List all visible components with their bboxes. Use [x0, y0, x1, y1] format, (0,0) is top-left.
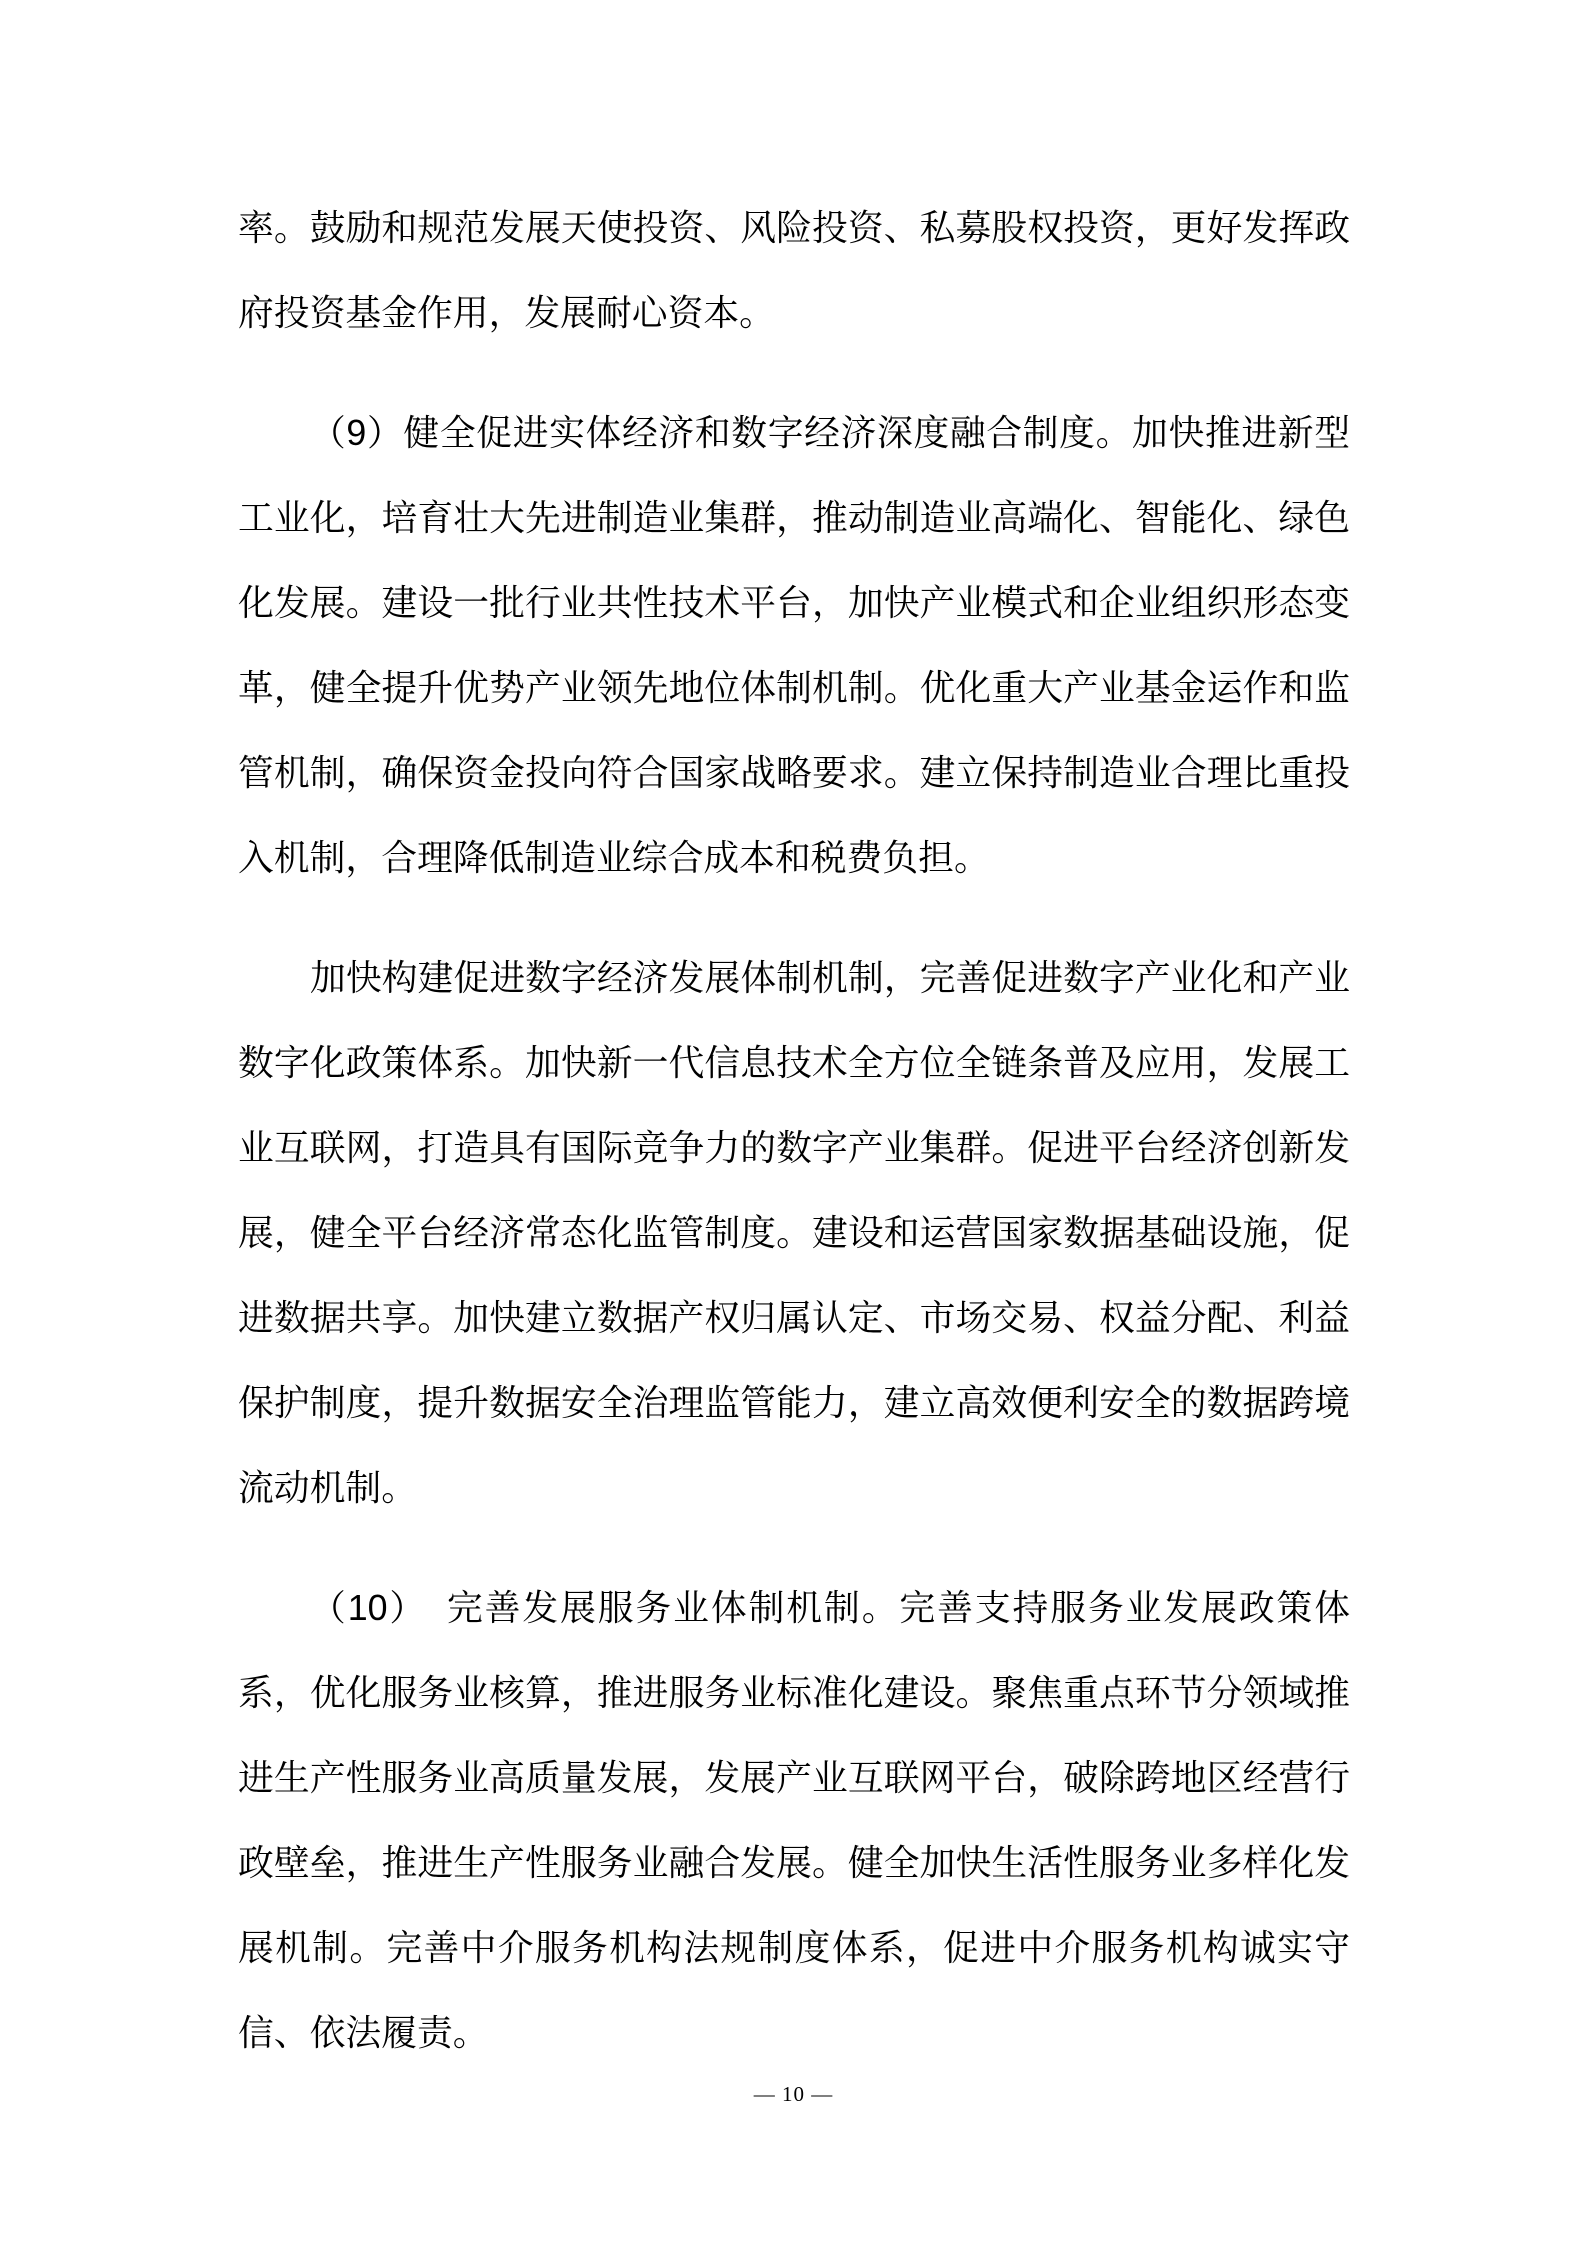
body-paragraph-item-9: （9）健全促进实体经济和数字经济深度融合制度。加快推进新型工业化，培育壮大先进制造业集群，推动制造业高端化、智能化、绿色化发展。建设一批行业共性技术平台，加快产业模式和企业组织形态变革，健全提升优势产业领先地位体制机制。优化重大产业基金运作和监管机制，确保资金投向符合国家战略要求。建立保持制造业合理比重投入机制，合理降低制造业综合成本和税费负担。 [238, 413, 1350, 878]
page-footer [0, 2082, 1587, 2107]
document-body [238, 186, 1350, 2111]
body-paragraph-digital-economy: 加快构建促进数字经济发展体制机制，完善促进数字产业化和产业数字化政策体系。加快新一代信息技术全方位全链条普及应用，发展工业互联网，打造具有国际竞争力的数字产业集群。促进平台经济创新发展，健全平台经济常态化监管制度。建设和运营国家数据基础设施，促进数据共享。加快建立数据产权归属认定、市场交易、权益分配、利益保护制度，提升数据安全治理监管能力，建立高效便利安全的数据跨境流动机制。 [238, 958, 1350, 1508]
body-paragraph-item-10: （10） 完善发展服务业体制机制。完善支持服务业发展政策体系，优化服务业核算，推进服务业标准化建设。聚焦重点环节分领域推进生产性服务业高质量发展，发展产业互联网平台，破除跨地区经营行政壁垒，推进生产性服务业融合发展。健全加快生活性服务业多样化发展机制。完善中介服务机构法规制度体系，促进中介服务机构诚实守信、依法履责。 [238, 1588, 1350, 2053]
page-number: — 10 — [753, 2082, 834, 2106]
body-paragraph-continuation: 率。鼓励和规范发展天使投资、风险投资、私募股权投资，更好发挥政府投资基金作用，发展耐心资本。 [238, 208, 1350, 333]
